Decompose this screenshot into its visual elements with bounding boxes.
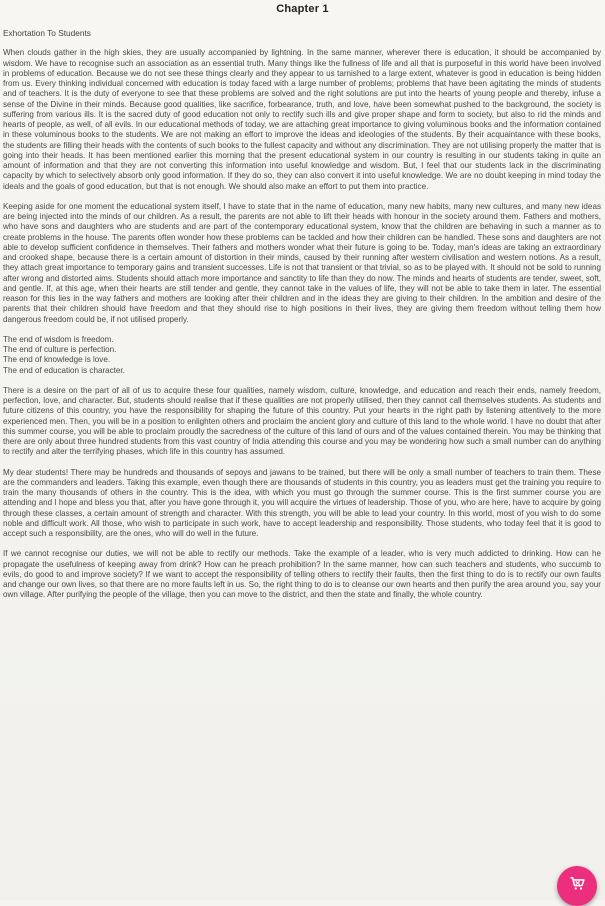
paragraph: If we cannot recognise our duties, we will not be able to rectify our methods. Take the example of a leader, who is very much addicted to drinking. How can he propagate the usefulness of keeping away from drink? How can he preach prohibition? In the same manner, how can such teachers and students, who succumb to evils, do good to and improve society? If we want to accept the responsibility of telling others to rectify their faults, then the first thing to do is to rectify our own faults and change our own lives, so that there are no more faults left in us. So, the right thing to do is to cleanse our own hearts and then purify the area around you, say your own village. After purifying the people of the village, then you can move to the district, and then the state and finally, the whole country. (3, 549, 601, 600)
verse-line: The end of knowledge is love. (3, 355, 111, 365)
paragraph: Keeping aside for one moment the educational system itself, I have to state that in the name of education, many new habits, many new cultures, and many new ideas are being injected into the minds of our children. As a result, the parents are not able to lift their heads with honour in the society around them. Fathers and mothers, who have sons and daughters who are students and are part of the contemporary educational system, know that the children are behaving in such a manner as to create problems in the house. The parents often wonder how these problems can be tackled and how their children can be handled. These sons and daughters are not able to develop sufficient confidence in themselves. Their fathers and mothers wonder what their future is going to be. Today, man's ideas are taking an extraordinary and crooked shape, because there is a certain amount of distortion in their minds, caused by their running after western civilisation and western notions. As a result, they attach great importance to temporary gains and transient successes. Life is not that transient or that trivial, so as to be played with. It should not be sold to running after wrong and distorted aims. Students should attach more importance and sanctity to life than they do now. The minds and hearts of students are tender, sweet, soft, and gentle. If, at this age, when their hearts are still tender and gentle, they cannot take in the values of life, they will not be able to take them in later. The essential reason for this lies in the way fathers and mothers are looking after their children and in the ideas they are giving to their children. In the ambition and desire of the parents that their children should have freedom and that they should rise to high positions in their lives, they are giving them freedom without telling them how dangerous freedom could be, if not utilised properly. (3, 201, 601, 324)
chapter-content (3, 28, 601, 611)
paragraph: When clouds gather in the high skies, they are usually accompanied by lightning. In the same manner, wherever there is education, it should be accompanied by wisdom. We have to recognise such an association as an essential truth. Many things like the fullness of life and all that is purposeful in this world have been involved in problems of education. Because we do not see these things clearly and they appear to us tarnished to a large extent, whatever is good in education is being hidden from us. Every thinking individual concerned with education is today faced with a large number of problems; problems that have been agitating the minds of students and of teachers. It is the duty of everyone to see that these problems are solved and the right solutions are put into the hearts of young people and thereby, infuse a sense of the Divine in their minds. Because good qualities, like sacrifice, forbearance, truth, and love, have been somewhat pushed to the background, the society is suffering from various ills. It is the sacred duty of good education not only to rectify such ills and give proper shape and form to society, but also to rid the minds and hearts of people, as well, of all evils. In our educational methods of today, we are attaching great importance to giving voluminous books and the information contained in these voluminous books to the students. We are not making an effort to improve the ideas and ideologies of the students. By their acquaintance with these books, the students are filling their heads with the contents of such books to the fullest capacity and without any discrimination. They are not utilising properly the matter that is going into their heads. It has been mentioned earlier this morning that the present educational system in our country is resulting in our students taking in quite an amount of information and that they are not converting this information into useful knowledge and wisdom. But, I feel that our students lack in the discriminating capacity by which to selectively absorb only good information. If they do so, they can also convert it into useful knowledge. We are no doubt keeping in mind today the ideals and the goals of good education, but that is not enough. We should also make an effort to put them into practice. (3, 48, 601, 191)
chapter-title: Chapter 1 (276, 3, 329, 15)
paragraph: There is a desire on the part of all of us to acquire these four qualities, namely wisdom, culture, knowledge, and education and reach their ends, namely freedom, perfection, love, and character. But, students should realise that if these qualities are not properly utilised, then they cannot call themselves students. As students and future citizens of this country, you have the responsibility for shaping the future of this country. Put your hearts in the right path by listening attentively to the more experienced men. Then, you will be in a position to enlighten others and proclaim the ancient glory and culture of this land to the whole world. I have no doubt that after this summer course, you will be able to proclaim proudly the sacredness of the culture of this land of ours and of the values contained therein. You may be thinking that there are only about three hundred students from this vast country of India attending this course and you may be wondering how such a small number can do anything to rectify and alter the terrifying phases, which life in this country has assumed. (3, 385, 601, 457)
paragraph: My dear students! There may be hundreds and thousands of sepoys and jawans to be trained, but there will be only a small number of teachers to train them. These are the commanders and leaders. Taking this example, even though there are thousands of students in this country, you as leaders must get the training you require to train the many thousands of others in the country. This is the idea, with which you must go through the summer course. This is the first summer course you are attending and I hope and bless you that, after you have gone through it, you will acquire the virtues of leadership. Those of you, who are here, have to acquire by going through these classes, a certain amount of strength and character. With this strength, you will be able to lead your country. In this world, most of you wish to do some noble and difficult work. All those, who wish to participate in such work, have to accept leadership and responsibility. Those students, who today feel that it is good to accept such a responsibility, are the ones, who will do well in the future. (3, 467, 601, 538)
verse-line: The end of culture is perfection. (3, 345, 117, 354)
shopping-cart-icon (569, 875, 586, 897)
cart-fab-button[interactable] (557, 866, 597, 906)
section-heading: Exhortation To Students (3, 28, 91, 38)
verse-line: The end of education is character. (3, 365, 125, 375)
verse-line: The end of wisdom is freedom. (3, 334, 114, 344)
verse-block (3, 335, 601, 376)
